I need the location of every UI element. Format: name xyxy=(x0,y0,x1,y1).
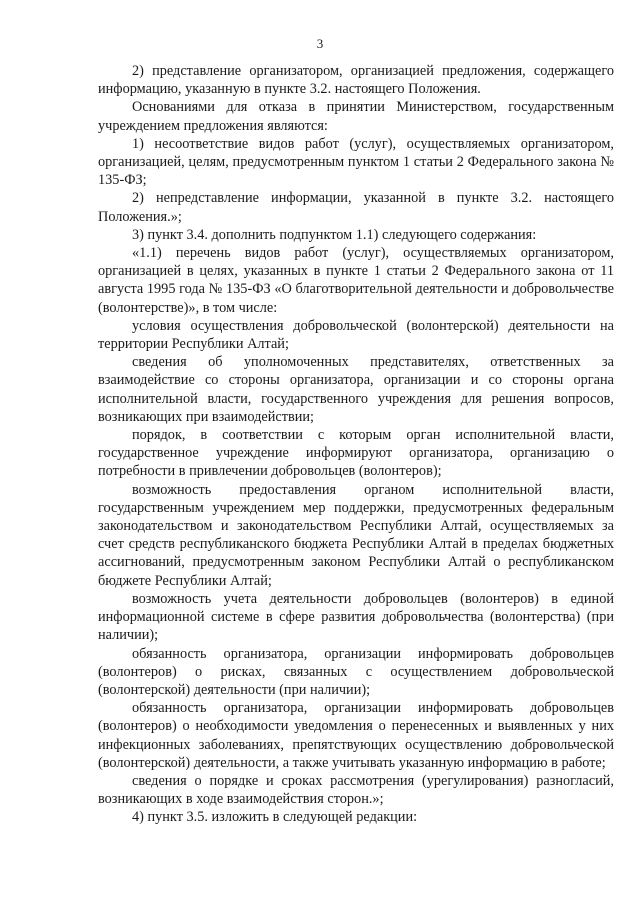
document-body xyxy=(98,62,614,827)
paragraph: 1) несоответствие видов работ (услуг), осуществляемых организатором, организацией, целям, предусмотренным пунктом 1 статьи 2 Федерального закона № 135-ФЗ; xyxy=(98,135,614,189)
paragraph: обязанность организатора, организации информировать добровольцев (волонтеров) о необходимости уведомления о перенесенных и выявленных у них инфекционных заболеваниях, препятствующих осуществлению добровольческой (волонтерской) деятельности, а также учитывать указанную информацию в работе; xyxy=(98,700,614,771)
page-number: 3 xyxy=(316,36,324,51)
paragraph: 2) непредставление информации, указанной в пункте 3.2. настоящего Положения.»; xyxy=(98,190,614,225)
paragraph: условия осуществления добровольческой (волонтерской) деятельности на территории Республики Алтай; xyxy=(98,317,614,353)
paragraph: возможность учета деятельности добровольцев (волонтеров) в единой информационной системе в сфере развития добровольчества (волонтерства) (при наличии); xyxy=(98,590,614,644)
paragraph: сведения о порядке и сроках рассмотрения (урегулирования) разногласий, возникающих в ходе взаимодействия сторон.»; xyxy=(98,772,614,808)
paragraph: 3) пункт 3.4. дополнить подпунктом 1.1) следующего содержания: xyxy=(132,226,537,243)
paragraph: 4) пункт 3.5. изложить в следующей редакции: xyxy=(132,809,418,826)
paragraph: обязанность организатора, организации информировать добровольцев (волонтеров) о рисках, связанных с осуществлением добровольческой (волонтерской) деятельности (при наличии); xyxy=(98,645,614,698)
paragraph: «1.1) перечень видов работ (услуг), осуществляемых организатором, организацией в целях, указанных в пункте 1 статьи 2 Федерального закона от 11 августа 1995 года № 135-ФЗ «О благотворительной деятельности и добровольчестве (волонтерстве)», в том числе: xyxy=(98,245,614,316)
paragraph: порядок, в соответствии с которым орган исполнительной власти, государственное учреждение информируют организатора, организацию о потребности в привлечении добровольцев (волонтеров); xyxy=(98,427,614,480)
paragraph: 2) представление организатором, организацией предложения, содержащего информацию, указанную в пункте 3.2. настоящего Положения. xyxy=(98,63,614,98)
paragraph: Основаниями для отказа в принятии Министерством, государственным учреждением предложения являются: xyxy=(98,99,614,134)
paragraph: возможность предоставления органом исполнительной власти, государственным учреждением мер поддержки, предусмотренных федеральным законодательством и законодательством Республики Алтай, осуществляемых за счет средств республиканского бюджета Республики Алтай в пределах бюджетных ассигнований, предусмотренным законом Республики Алтай о республиканском бюджете Республики Алтай; xyxy=(98,481,614,589)
paragraph: сведения об уполномоченных представителях, ответственных за взаимодействие со стороны организатора, организации и со стороны органа исполнительной власти, государственного учреждения для решения вопросов, возникающих при взаимодействии; xyxy=(98,354,614,425)
